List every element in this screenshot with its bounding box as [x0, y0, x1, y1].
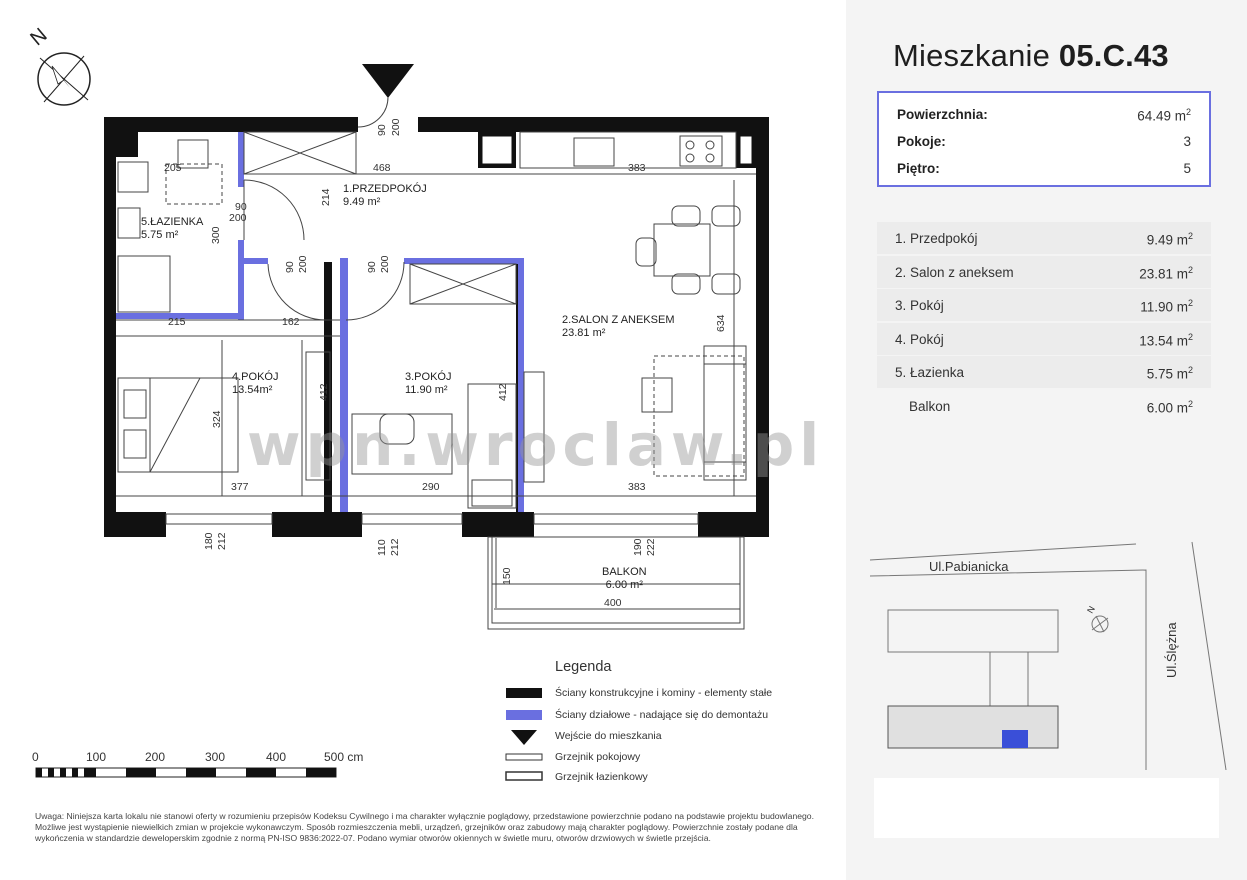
room2-name: 2.SALON Z ANEKSEM [562, 314, 675, 326]
room-list-number: 23.81 m [1139, 266, 1188, 281]
legend-title: Legenda [555, 659, 612, 675]
room-list-label: 1. Przedpokój [895, 231, 978, 246]
room4-label [232, 371, 278, 397]
room4-name: 4.POKÓJ [232, 371, 279, 383]
blank-info-box [874, 778, 1219, 838]
dim-label: 214 [320, 188, 332, 206]
dim-label: 412 [497, 383, 509, 401]
room-list-number: 5.75 m [1146, 366, 1188, 382]
map-north-label: N [1085, 604, 1097, 615]
list-item [877, 323, 1211, 355]
dim-label: 200 [229, 212, 247, 224]
unit-sup: 2 [1185, 107, 1191, 117]
dim-label: 634 [715, 314, 727, 332]
scale-bar [36, 768, 336, 777]
list-item [877, 390, 1211, 422]
dim-label: 90 [284, 261, 296, 273]
room2-label [562, 314, 674, 340]
summary-rooms-label: Pokoje: [897, 134, 946, 149]
summary-box [877, 91, 1211, 187]
scale-label: 300 [205, 750, 226, 764]
legend-symbols [506, 688, 542, 780]
summary-floor-value: 5 [1183, 161, 1191, 176]
scale-label: 400 [266, 750, 287, 764]
unit-sup: 2 [1187, 365, 1193, 375]
dim-label: 412 [318, 383, 330, 401]
street-label-pabianicka: Ul.Pabianicka [929, 559, 1009, 574]
dim-label: 212 [389, 538, 401, 556]
dim-label: 215 [168, 316, 186, 328]
room-list-label: Balkon [909, 398, 951, 414]
room3-label [405, 371, 451, 397]
dim-label: 222 [645, 538, 657, 556]
room-list-value [1147, 365, 1193, 382]
summary-area-number: 64.49 m [1137, 108, 1186, 124]
dim-label: 190 [632, 538, 644, 556]
summary-area-label: Powierzchnia: [897, 107, 988, 122]
dim-label: 200 [390, 118, 402, 136]
room-list-value [1140, 298, 1193, 315]
entrance-arrow-icon [362, 64, 414, 98]
summary-rooms-value: 3 [1183, 134, 1191, 149]
summary-rooms-row [897, 134, 1191, 154]
dim-label: 110 [376, 539, 388, 556]
disclaimer-text: Uwaga: Niniejsza karta lokalu nie stanowi oferty w rozumieniu przepisów Kodeksu Cywilnego i ma charakter wyłącznie poglądowy, przedstawione powierzchnie podano na podstawie projektu budowlanego. Możliwe jest wystąpienie niewielkich zmian w projekcie wykonawczym. Sposób rozmieszczenia mebli, urządzeń, grzejników oraz zabudowy mają charakter poglądowy. Powierzchnie zostały podane dla wykończenia w standardzie deweloperskim zgodnie z normą PN-ISO 9836:2022-07. Podano wymiar otworów okiennych w świetle muru, otworów drzwiowych w świetle przejścia. [35, 811, 814, 843]
legend-item-structural: Ściany konstrukcyjne i kominy - elementy stałe [555, 687, 773, 699]
unit-sup: 2 [1187, 331, 1193, 342]
legend-item-radiator: Grzejnik pokojowy [555, 751, 641, 763]
dim-label: 180 [203, 532, 215, 550]
room-list-label: 2. Salon z aneksem [895, 264, 1014, 280]
dim-label: 200 [379, 255, 391, 273]
unit-sup: 2 [1187, 231, 1193, 241]
dim-label: 200 [297, 255, 309, 273]
dim-label: 205 [164, 162, 182, 174]
balcony-area: 6.00 m² [605, 579, 643, 591]
dim-label: 150 [501, 567, 513, 585]
dim-label: 300 [210, 226, 222, 244]
room2-area: 23.81 m² [562, 327, 606, 339]
dim-label: 90 [366, 261, 378, 273]
unit-sup: 2 [1187, 298, 1193, 308]
rooms-area-list [877, 222, 1211, 423]
apartment-title [893, 38, 1169, 74]
dim-label: 383 [628, 481, 646, 493]
room5-label [141, 216, 203, 242]
room-list-label: 4. Pokój [895, 331, 944, 347]
room-list-value [1139, 332, 1193, 349]
room-list-label: 3. Pokój [895, 298, 944, 313]
room1-name: 1.PRZEDPOKÓJ [343, 183, 427, 195]
list-item [877, 356, 1211, 388]
balcony-name: BALKON [602, 566, 647, 578]
balcony-label [602, 566, 647, 592]
street-label-slezna: Ul.Ślężna [1164, 622, 1179, 678]
room-list-value [1139, 265, 1193, 282]
legend-item-partition: Ściany działowe - nadające się do demontażu [555, 709, 769, 721]
summary-floor-row [897, 161, 1191, 181]
room5-area: 5.75 m² [141, 229, 179, 241]
dim-label: 90 [235, 201, 247, 213]
scale-label: 200 [145, 750, 166, 764]
room1-area: 9.49 m² [343, 196, 381, 208]
scale-label: 0 [32, 750, 39, 764]
scale-label: 500 cm [324, 750, 364, 764]
highlighted-unit [1002, 730, 1028, 748]
summary-area-value [1137, 107, 1191, 124]
apartment-title-number: 05.C.43 [1058, 38, 1169, 73]
room-list-number: 6.00 m [1146, 400, 1188, 415]
room-list-label: 5. Łazienka [895, 365, 965, 380]
compass-icon [38, 53, 90, 105]
apartment-title-prefix: Mieszkanie [893, 38, 1051, 73]
legend-item-bath-radiator: Grzejnik łazienkowy [555, 771, 648, 783]
summary-floor-label: Piętro: [897, 161, 940, 176]
unit-sup: 2 [1187, 398, 1193, 409]
list-item [877, 289, 1211, 321]
unit-sup: 2 [1187, 264, 1193, 275]
watermark: wpn.wroclaw.pl [247, 411, 825, 479]
dim-label: 377 [231, 481, 249, 493]
dim-label: 324 [211, 410, 223, 428]
summary-area-row [897, 107, 1191, 127]
room1-label [343, 183, 427, 209]
room4-area: 13.54m² [232, 384, 273, 396]
list-item [877, 222, 1211, 254]
dim-label: 468 [373, 162, 391, 174]
room5-name: 5.ŁAZIENKA [141, 216, 204, 228]
room3-name: 3.POKÓJ [405, 371, 452, 383]
north-label: N [26, 24, 52, 51]
scale-label: 100 [86, 750, 107, 764]
room-list-value [1147, 231, 1193, 248]
dim-label: 400 [604, 597, 622, 609]
dim-label: 212 [216, 532, 228, 550]
dim-label: 290 [422, 481, 440, 493]
room3-area: 11.90 m² [405, 384, 448, 396]
room-list-number: 11.90 m [1140, 299, 1188, 315]
room-list-number: 9.49 m [1146, 232, 1188, 248]
dim-label: 383 [628, 162, 646, 174]
list-item [877, 256, 1211, 288]
location-map [846, 530, 1247, 770]
room-list-number: 13.54 m [1139, 333, 1188, 348]
room-list-value [1147, 399, 1193, 416]
dim-label: 90 [376, 124, 388, 136]
legend-item-entrance: Wejście do mieszkania [555, 730, 662, 742]
dim-label: 162 [282, 316, 300, 328]
